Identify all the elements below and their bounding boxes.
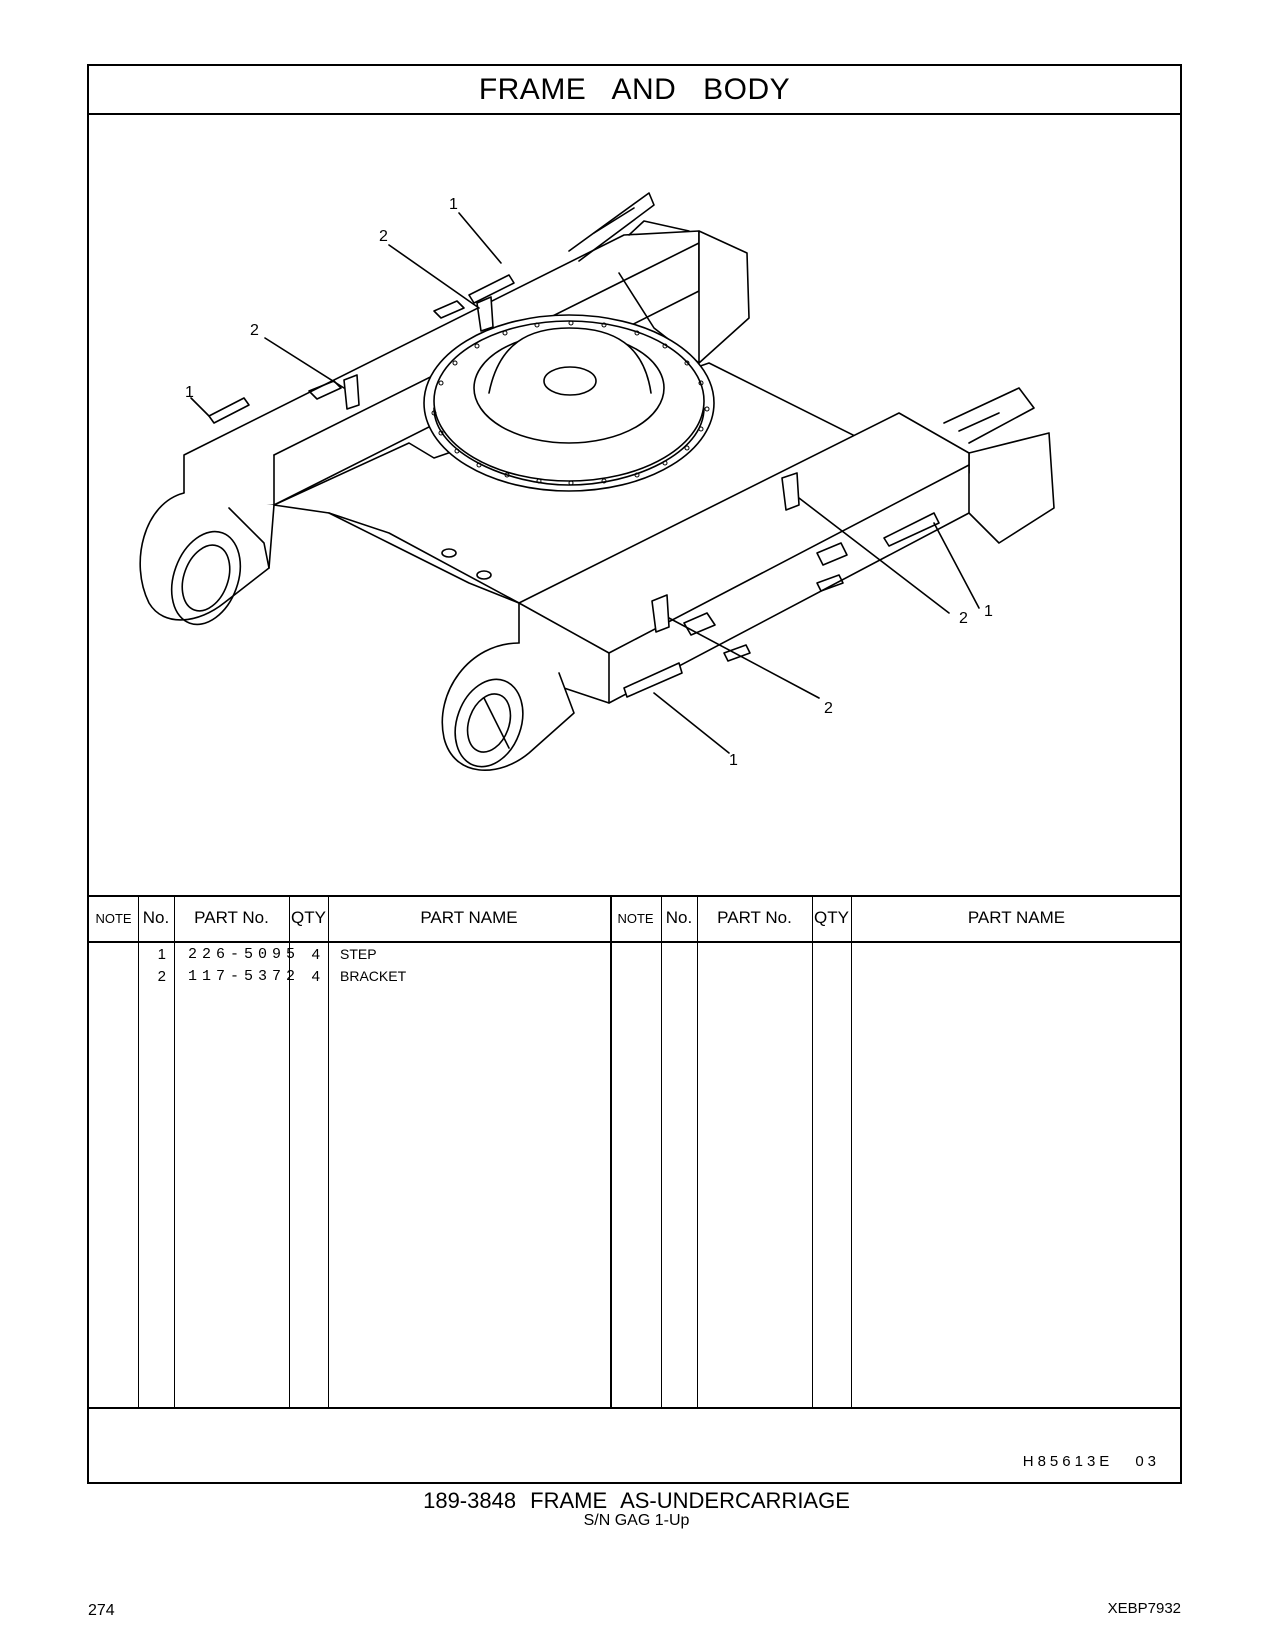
- col-header-no: No.: [142, 908, 170, 927]
- table-center-divider: [610, 895, 612, 1407]
- row-quantity: 4: [311, 946, 320, 963]
- page-number: 274: [88, 1602, 115, 1619]
- callout-label: 2: [824, 700, 833, 717]
- row-quantity: 4: [311, 968, 320, 985]
- parts-table-body: [89, 941, 1180, 1409]
- col-header-no: No.: [665, 908, 693, 927]
- col-header-note: NOTE: [617, 910, 654, 926]
- callout-label: 1: [729, 752, 738, 769]
- undercarriage-frame-drawing: [89, 113, 1180, 895]
- col-header-part-name: PART NAME: [967, 908, 1066, 927]
- column-divider: [174, 895, 175, 1407]
- col-header-note: NOTE: [95, 910, 132, 926]
- drawing-revision: 03: [1135, 1453, 1160, 1470]
- column-divider: [661, 895, 662, 1407]
- parts-page-frame: [87, 64, 1182, 1484]
- column-divider: [697, 895, 698, 1407]
- col-header-part-no: PART No.: [717, 908, 792, 927]
- row-item-number: 2: [157, 968, 166, 985]
- row-part-number: 226-5095: [188, 946, 301, 963]
- callout-label: 1: [984, 603, 993, 620]
- col-header-part-no: PART No.: [194, 908, 269, 927]
- serial-range: S/N GAG 1-Up: [583, 1512, 690, 1529]
- row-part-name: BRACKET: [340, 968, 407, 984]
- page-title: FRAME AND BODY: [478, 72, 791, 106]
- col-header-qty: QTY: [814, 908, 849, 927]
- callout-label: 1: [185, 384, 194, 401]
- row-item-number: 1: [157, 946, 166, 963]
- row-part-name: STEP: [340, 946, 377, 962]
- drawing-number: H85613E: [1022, 1453, 1114, 1470]
- callout-label: 2: [379, 228, 388, 245]
- column-divider: [812, 895, 813, 1407]
- title-band: [89, 66, 1180, 115]
- drawing-code: [1023, 1453, 1160, 1470]
- assembly-caption: 189-3848 FRAME AS-UNDERCARRIAGE: [423, 1488, 850, 1513]
- exploded-view-illustration: [89, 113, 1180, 897]
- row-part-number: 117-5372: [188, 968, 301, 985]
- callout-label: 2: [959, 610, 968, 627]
- callout-label: 1: [449, 196, 458, 213]
- col-header-part-name: PART NAME: [420, 908, 518, 927]
- column-divider: [851, 895, 852, 1407]
- document-code: XEBP7932: [1107, 1600, 1181, 1617]
- callout-label: 2: [250, 322, 259, 339]
- column-divider: [328, 895, 329, 1407]
- col-header-qty: QTY: [291, 908, 326, 927]
